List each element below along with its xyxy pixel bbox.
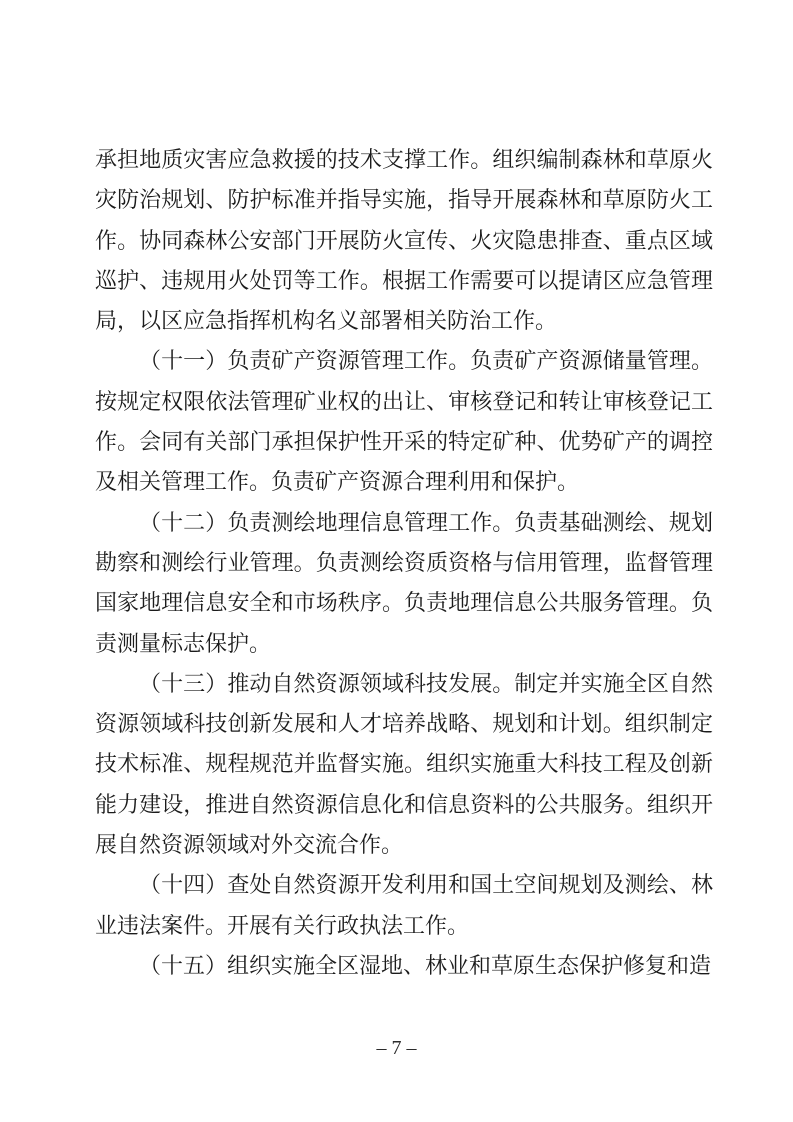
paragraph-item-13: （十三）推动自然资源领域科技发展。制定并实施全区自然资源领域科技创新发展和人才培养战略、规划和计划。组织制定技术标准、规程规范并监督实施。组织实施重大科技工程及创新能力建设，推进自然资源信息化和信息资料的公共服务。组织开展自然资源领域对外交流合作。	[95, 670, 713, 858]
paragraph-continuation: 承担地质灾害应急救援的技术支撑工作。组织编制森林和草原火灾防治规划、防护标准并指导实施，指导开展森林和草原防火工作。协同森林公安部门开展防火宣传、火灾隐患排查、重点区域巡护、违规用火处罚等工作。根据工作需要可以提请区应急管理局，以区应急指挥机构名义部署相关防治工作。	[95, 147, 713, 334]
page-number: – 7 –	[376, 1037, 417, 1059]
document-body	[95, 140, 713, 986]
paragraph-item-11: （十一）负责矿产资源管理工作。负责矿产资源储量管理。按规定权限依法管理矿业权的出让、审核登记和转让审核登记工作。会同有关部门承担保护性开采的特定矿种、优势矿产的调控及相关管理工作。负责矿产资源合理利用和保护。	[95, 348, 713, 495]
paragraph-item-14: （十四）查处自然资源开发利用和国土空间规划及测绘、林业违法案件。开展有关行政执法工作。	[95, 872, 713, 938]
paragraph-item-12: （十二）负责测绘地理信息管理工作。负责基础测绘、规划勘察和测绘行业管理。负责测绘资质资格与信用管理，监督管理国家地理信息安全和市场秩序。负责地理信息公共服务管理。负责测量标志保护。	[95, 509, 713, 656]
paragraph-item-15: （十五）组织实施全区湿地、林业和草原生态保护修复和造	[139, 952, 712, 978]
